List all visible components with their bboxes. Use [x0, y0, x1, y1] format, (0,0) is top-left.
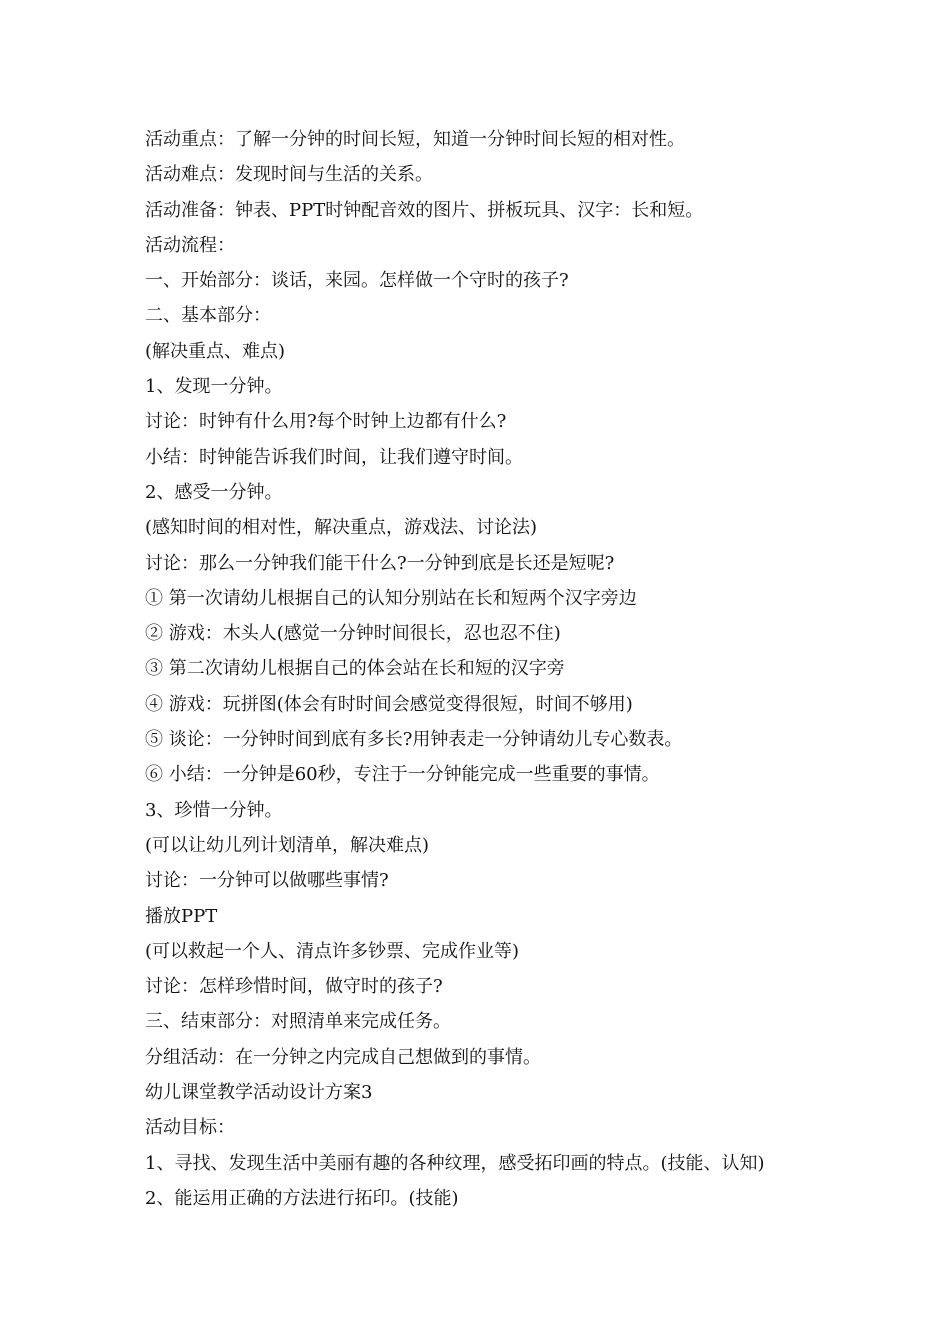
step-2-heading: 2、感受一分钟。	[145, 481, 283, 503]
step-3-discussion: 讨论：一分钟可以做哪些事情?	[145, 870, 389, 892]
section-two-note: (解决重点、难点)	[145, 340, 286, 362]
section-one-opening: 一、开始部分：谈话，来园。怎样做一个守时的孩子?	[145, 270, 569, 292]
step-2-item-3: ③ 第二次请幼儿根据自己的体会站在长和短的汉字旁	[145, 658, 565, 680]
section-two-heading: 二、基本部分：	[145, 305, 271, 327]
activity-difficulty-line: 活动难点：发现时间与生活的关系。	[145, 164, 433, 186]
section-three-ending: 三、结束部分：对照清单来完成任务。	[145, 1011, 451, 1033]
activity-focus-line: 活动重点：了解一分钟的时间长短，知道一分钟时间长短的相对性。	[145, 129, 685, 150]
step-2-item-6: ⑥ 小结：一分钟是60秒，专注于一分钟能完成一些重要的事情。	[145, 764, 660, 786]
step-3-note: (可以让幼儿列计划清单，解决难点)	[145, 834, 430, 856]
step-3-heading: 3、珍惜一分钟。	[145, 799, 283, 821]
step-2-item-1: ① 第一次请幼儿根据自己的认知分别站在长和短两个汉字旁边	[145, 587, 637, 609]
document-body	[145, 122, 845, 1216]
step-3-play-ppt: 播放PPT	[145, 905, 218, 927]
step-3-discussion-2: 讨论：怎样珍惜时间，做守时的孩子?	[145, 976, 443, 998]
activity-process-heading: 活动流程：	[145, 234, 235, 256]
step-2-discussion: 讨论：那么一分钟我们能干什么?一分钟到底是长还是短呢?	[145, 552, 615, 574]
activity-goals-heading: 活动目标：	[145, 1117, 235, 1139]
step-1-heading: 1、发现一分钟。	[145, 376, 283, 398]
goal-1-line: 1、寻找、发现生活中美丽有趣的各种纹理，感受拓印画的特点。(技能、认知)	[145, 1152, 765, 1174]
step-1-summary: 小结：时钟能告诉我们时间，让我们遵守时间。	[145, 446, 523, 468]
activity-preparation-line: 活动准备：钟表、PPT时钟配音效的图片、拼板玩具、汉字：长和短。	[145, 199, 704, 221]
step-2-item-4: ④ 游戏：玩拼图(体会有时时间会感觉变得很短，时间不够用)	[145, 693, 633, 715]
step-3-examples: (可以救起一个人、清点许多钞票、完成作业等)	[145, 940, 520, 962]
goal-2-line: 2、能运用正确的方法进行拓印。(技能)	[145, 1187, 459, 1209]
group-activity-line: 分组活动：在一分钟之内完成自己想做到的事情。	[145, 1046, 541, 1068]
step-2-item-5: ⑤ 谈论：一分钟时间到底有多长?用钟表走一分钟请幼儿专心数表。	[145, 729, 683, 751]
step-2-note: (感知时间的相对性，解决重点，游戏法、讨论法)	[145, 517, 538, 539]
step-1-discussion: 讨论：时钟有什么用?每个时钟上边都有什么?	[145, 411, 507, 433]
plan-3-title: 幼儿课堂教学活动设计方案3	[145, 1082, 373, 1104]
step-2-item-2: ② 游戏：木头人(感觉一分钟时间很长，忍也忍不住)	[145, 623, 561, 645]
